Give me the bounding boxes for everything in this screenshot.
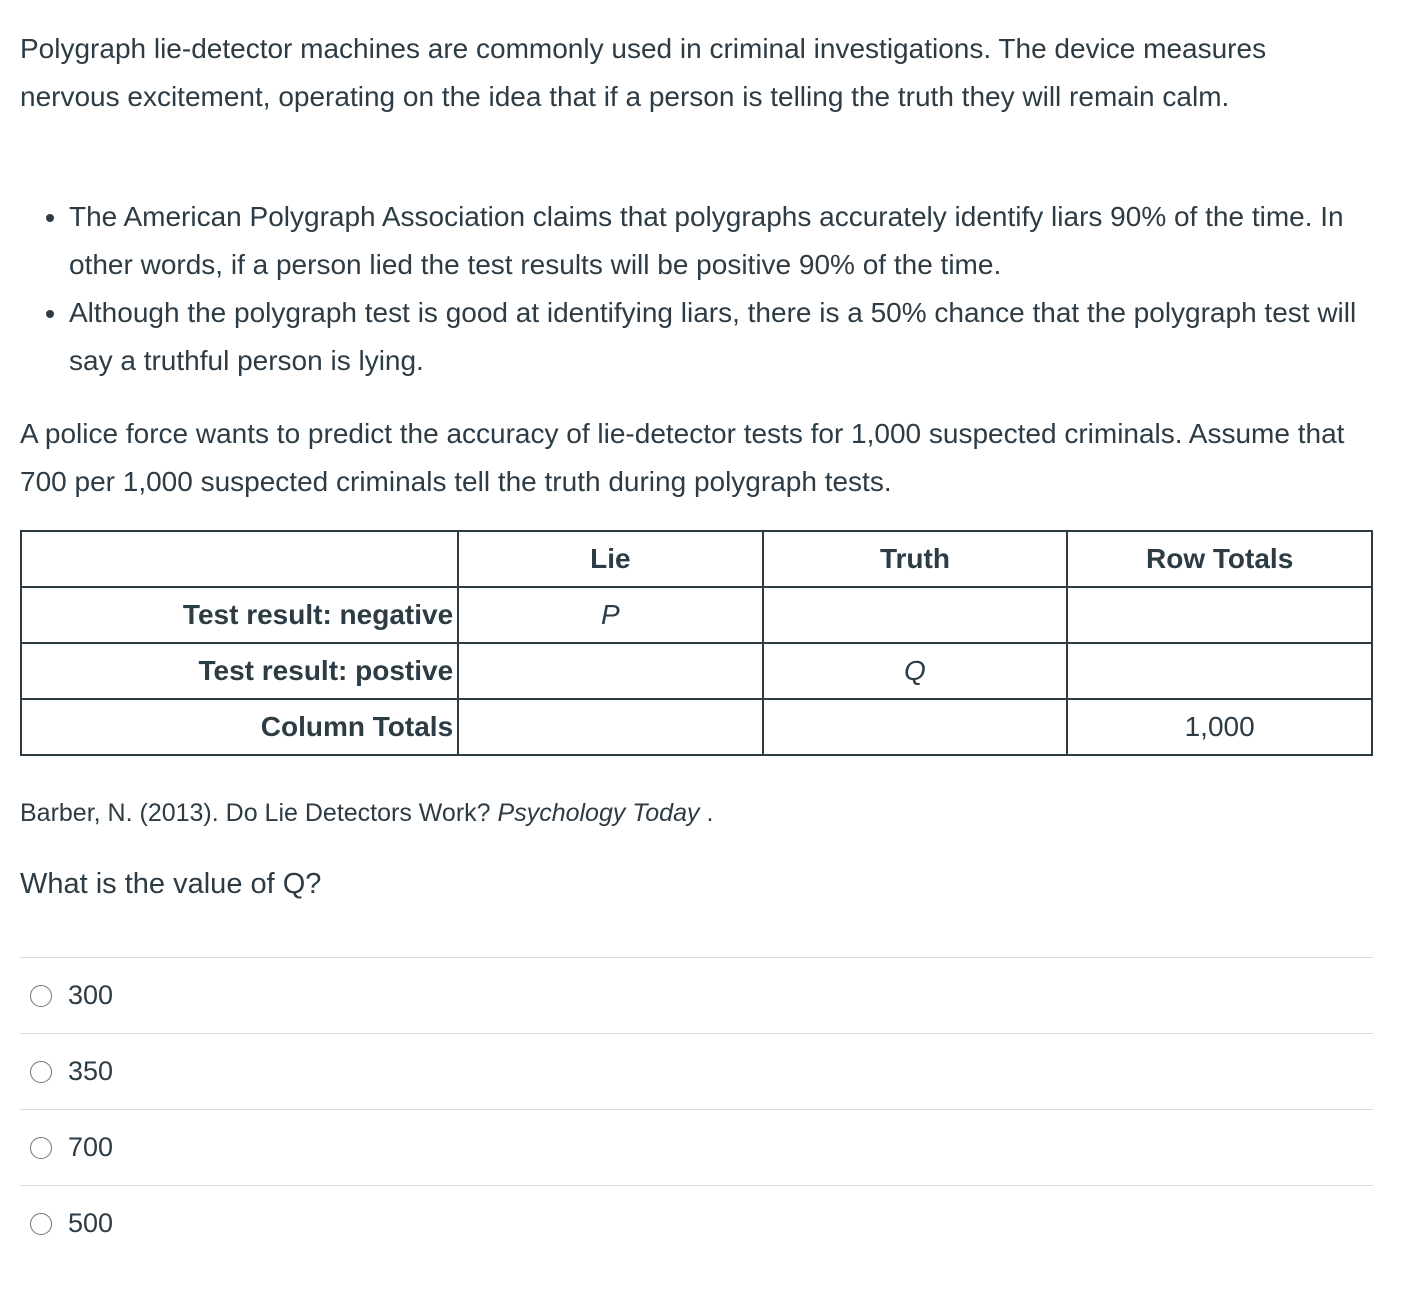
fact-accuracy: • The American Polygraph Association claims that polygraphs accurately identify liars 90% of the time. In other words, if a person lied the test results will be positive 90% of the time. (69, 193, 1372, 289)
cell-positive-truth: Q (763, 643, 1068, 699)
cell-positive-lie (458, 643, 762, 699)
table-header-row (21, 531, 1372, 587)
answer-label: 350 (68, 1056, 114, 1086)
cell-total-lie (458, 699, 762, 755)
header-truth: Truth (763, 531, 1068, 587)
citation-end: . (699, 799, 714, 827)
citation-text: Barber, N. (2013). Do Lie Detectors Work? (20, 799, 498, 827)
citation (20, 795, 713, 831)
answer-option[interactable] (20, 1033, 1373, 1109)
cell-positive-total (1067, 643, 1372, 699)
row-label-positive: Test result: postive (21, 643, 458, 699)
answer-label: 700 (68, 1132, 114, 1162)
row-label-negative: Test result: negative (21, 587, 458, 643)
facts-list (20, 193, 1372, 385)
radio-button-icon[interactable] (30, 1061, 52, 1083)
table-row (21, 587, 1372, 643)
header-lie: Lie (458, 531, 762, 587)
cell-grand-total: 1,000 (1067, 699, 1372, 755)
scenario-paragraph: A police force wants to predict the accuracy of lie-detector tests for 1,000 suspected criminals. Assume that 700 per 1,000 suspected criminals tell the truth during polygraph tests. (20, 418, 1345, 497)
table-row (21, 699, 1372, 755)
row-label-column-totals: Column Totals (21, 699, 458, 755)
table-row (21, 643, 1372, 699)
answer-option[interactable] (20, 957, 1373, 1033)
radio-button-icon[interactable] (30, 1213, 52, 1235)
citation-journal: Psychology Today (497, 799, 700, 827)
answer-option[interactable] (20, 1185, 1373, 1261)
answer-label: 300 (68, 980, 114, 1010)
answer-label: 500 (68, 1208, 114, 1238)
radio-button-icon[interactable] (30, 1137, 52, 1159)
header-row-totals: Row Totals (1067, 531, 1372, 587)
contingency-table (20, 530, 1373, 756)
cell-negative-total (1067, 587, 1372, 643)
question-text: What is the value of Q? (20, 868, 322, 900)
intro-paragraph: Polygraph lie-detector machines are commonly used in criminal investigations. The device measures nervous excitement, operating on the idea that if a person is telling the truth they will remain calm. (20, 33, 1267, 112)
answer-option[interactable] (20, 1109, 1373, 1185)
answer-options (20, 957, 1373, 1261)
cell-negative-lie: P (458, 587, 762, 643)
header-empty (21, 531, 458, 587)
radio-button-icon[interactable] (30, 985, 52, 1007)
fact-false-positive: • Although the polygraph test is good at identifying liars, there is a 50% chance that the polygraph test will say a truthful person is lying. (69, 289, 1372, 385)
cell-total-truth (763, 699, 1068, 755)
cell-negative-truth (763, 587, 1068, 643)
